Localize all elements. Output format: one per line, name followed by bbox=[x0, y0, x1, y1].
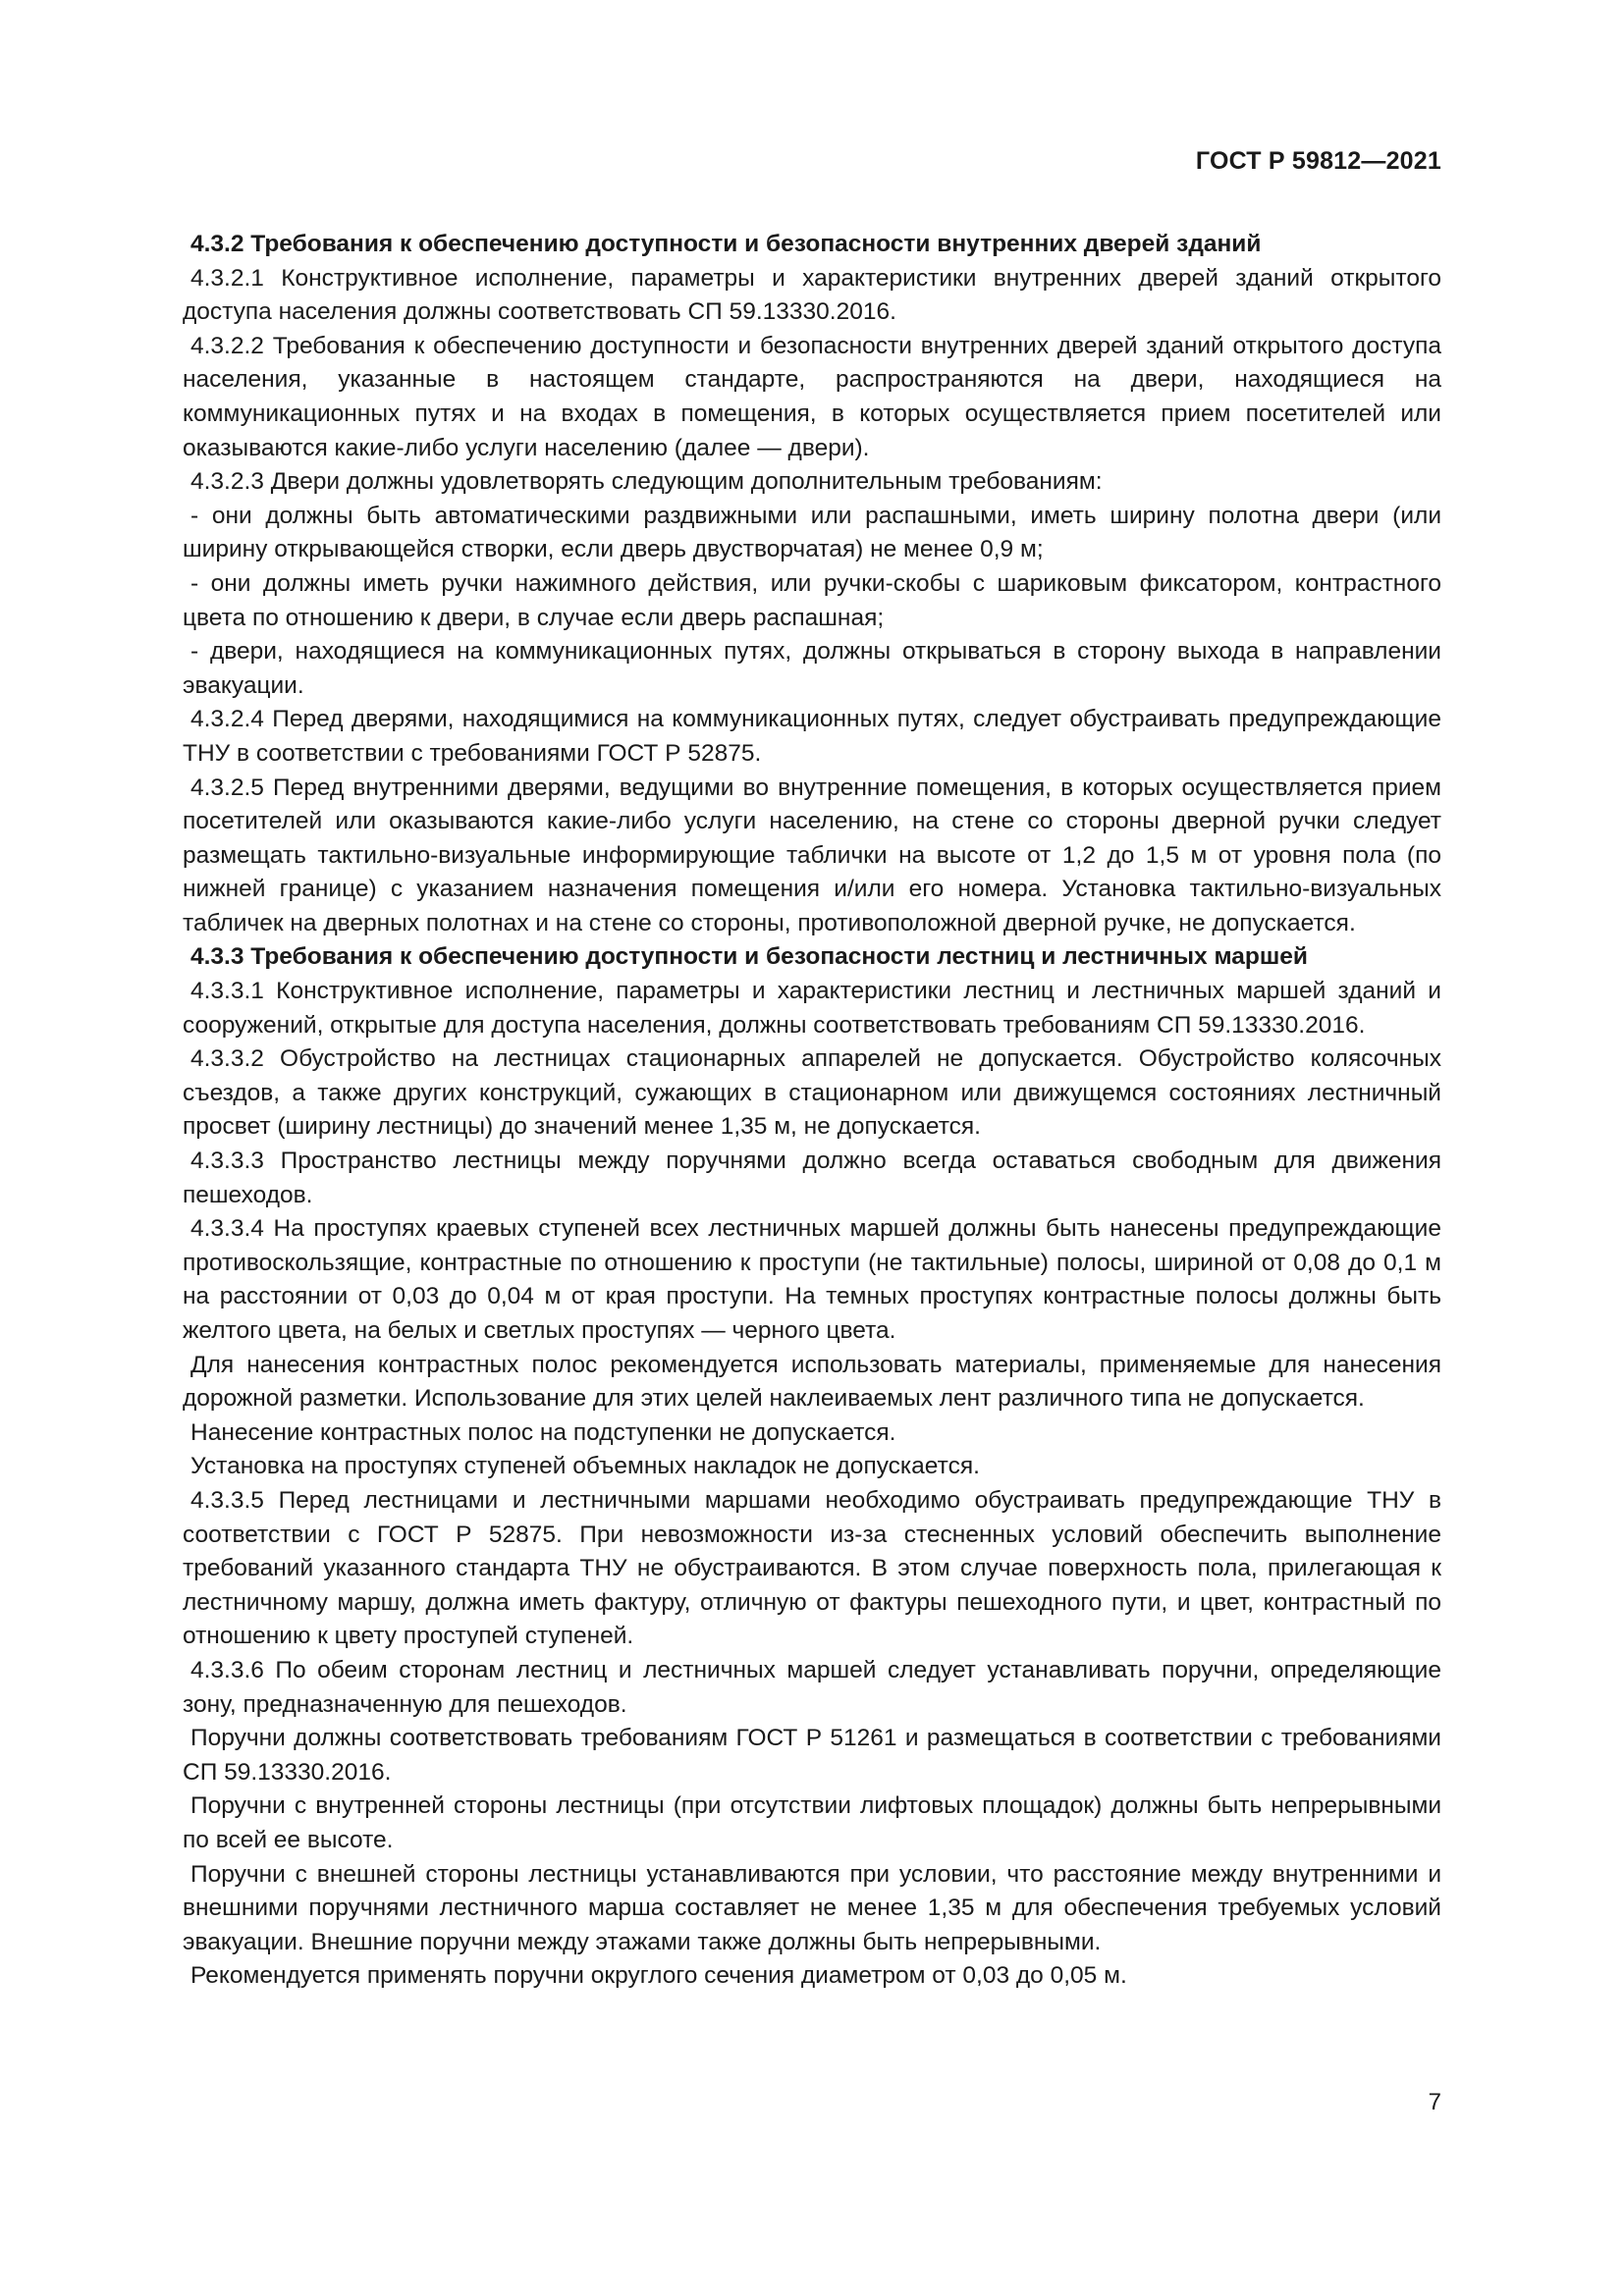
document-number-header: ГОСТ Р 59812—2021 bbox=[1195, 147, 1441, 175]
list-item-door-handles: - они должны иметь ручки нажимного действия, или ручки-скобы с шариковым фиксатором, контрастного цвета по отношению к двери, в случае если дверь распашная; bbox=[183, 569, 1441, 631]
paragraph-handrails-diameter: Рекомендуется применять поручни округлого сечения диаметром от 0,03 до 0,05 м. bbox=[190, 1962, 1127, 1990]
list-item-door-sliding: - они должны быть автоматическими раздвижными или распашными, иметь ширину полотна двери (или ширину открывающейся створки, если дверь двустворчатая) не менее 0,9 м; bbox=[183, 502, 1441, 563]
page-number: 7 bbox=[1428, 2089, 1441, 2115]
paragraph-handrails-inner: Поручни с внутренней стороны лестницы (при отсутствии лифтовых площадок) должны быть непрерывными по всей ее высоте. bbox=[183, 1792, 1441, 1853]
section-heading-4-3-3: 4.3.3 Требования к обеспечению доступности и безопасности лестниц и лестничных маршей bbox=[190, 943, 1308, 971]
paragraph-4-3-2-5: 4.3.2.5 Перед внутренними дверями, ведущими во внутренние помещения, в которых осуществляется прием посетителей или оказываются какие-либо услуги населению, на стене со стороны дверной ручки следует размещать тактильно-визуальные информирующие таблички на высоте от 1,2 до 1,5 м от уровня пола (по нижней границе) с указанием назначения помещения и/или его номера. Установка тактильно-визуальных табличек на дверных полотнах и на стене со стороны, противоположной дверной ручке, не допускается. bbox=[183, 774, 1441, 936]
paragraph-overlays: Установка на проступях ступеней объемных накладок не допускается. bbox=[190, 1453, 980, 1480]
list-item-door-evacuation: - двери, находящиеся на коммуникационных путях, должны открываться в сторону выхода в направлении эвакуации. bbox=[183, 638, 1441, 699]
paragraph-4-3-3-5: 4.3.3.5 Перед лестницами и лестничными маршами необходимо обустраивать предупреждающие ТНУ в соответствии с ГОСТ Р 52875. При невозможности из-за стесненных условий обеспечить выполнение требований указанного стандарта ТНУ не обустраиваются. В этом случае поверхность пола, прилегающая к лестничному маршу, должна иметь фактуру, отличную от фактуры пешеходного пути, и цвет, контрастный по отношению к цвету проступей ступеней. bbox=[183, 1486, 1441, 1650]
paragraph-4-3-3-1: 4.3.3.1 Конструктивное исполнение, параметры и характеристики лестниц и лестничных маршей зданий и сооружений, открытые для доступа населения, должны соответствовать требованиям СП 59.13330.2016. bbox=[183, 978, 1441, 1039]
document-body bbox=[183, 228, 1441, 1994]
paragraph-handrails-standard: Поручни должны соответствовать требованиям ГОСТ Р 51261 и размещаться в соответствии с требованиями СП 59.13330.2016. bbox=[183, 1725, 1441, 1786]
paragraph-4-3-3-3: 4.3.3.3 Пространство лестницы между поручнями должно всегда оставаться свободным для движения пешеходов. bbox=[183, 1148, 1441, 1208]
paragraph-contrast-materials: Для нанесения контрастных полос рекомендуется использовать материалы, применяемые для нанесения дорожной разметки. Использование для этих целей наклеиваемых лент различного типа не допускается. bbox=[183, 1351, 1441, 1413]
paragraph-4-3-2-2: 4.3.2.2 Требования к обеспечению доступности и безопасности внутренних дверей зданий открытого доступа населения, указанные в настоящем стандарте, распространяются на двери, находящиеся на коммуникационных путях и на входах в помещения, в которых осуществляется прием посетителей или оказываются какие-либо услуги населению (далее — двери). bbox=[183, 332, 1441, 461]
paragraph-4-3-3-4: 4.3.3.4 На проступях краевых ступеней всех лестничных маршей должны быть нанесены предупреждающие противоскользящие, контрастные по отношению к проступи (не тактильные) полосы, шириной от 0,08 до 0,1 м на расстоянии от 0,03 до 0,04 м от края проступи. На темных проступях контрастные полосы должны быть желтого цвета, на белых и светлых проступях — черного цвета. bbox=[183, 1215, 1441, 1344]
paragraph-4-3-2-4: 4.3.2.4 Перед дверями, находящимися на коммуникационных путях, следует обустраивать предупреждающие ТНУ в соответствии с требованиями ГОСТ Р 52875. bbox=[183, 706, 1441, 767]
paragraph-risers: Нанесение контрастных полос на подступенки не допускается. bbox=[190, 1418, 896, 1446]
paragraph-4-3-2-3: 4.3.2.3 Двери должны удовлетворять следующим дополнительным требованиям: bbox=[190, 468, 1103, 496]
paragraph-4-3-3-6: 4.3.3.6 По обеим сторонам лестниц и лестничных маршей следует устанавливать поручни, определяющие зону, предназначенную для пешеходов. bbox=[183, 1656, 1441, 1718]
paragraph-4-3-3-2: 4.3.3.2 Обустройство на лестницах стационарных аппарелей не допускается. Обустройство колясочных съездов, а также других конструкций, сужающих в стационарном или движущемся состояниях лестничный просвет (ширину лестницы) до значений менее 1,35 м, не допускается. bbox=[183, 1045, 1441, 1141]
paragraph-handrails-outer: Поручни с внешней стороны лестницы устанавливаются при условии, что расстояние между внутренними и внешними поручнями лестничного марша составляет не менее 1,35 м для обеспечения требуемых условий эвакуации. Внешние поручни между этажами также должны быть непрерывными. bbox=[183, 1860, 1441, 1955]
paragraph-4-3-2-1: 4.3.2.1 Конструктивное исполнение, параметры и характеристики внутренних дверей зданий открытого доступа населения должны соответствовать СП 59.13330.2016. bbox=[183, 264, 1441, 326]
section-heading-4-3-2: 4.3.2 Требования к обеспечению доступности и безопасности внутренних дверей зданий bbox=[190, 231, 1262, 257]
